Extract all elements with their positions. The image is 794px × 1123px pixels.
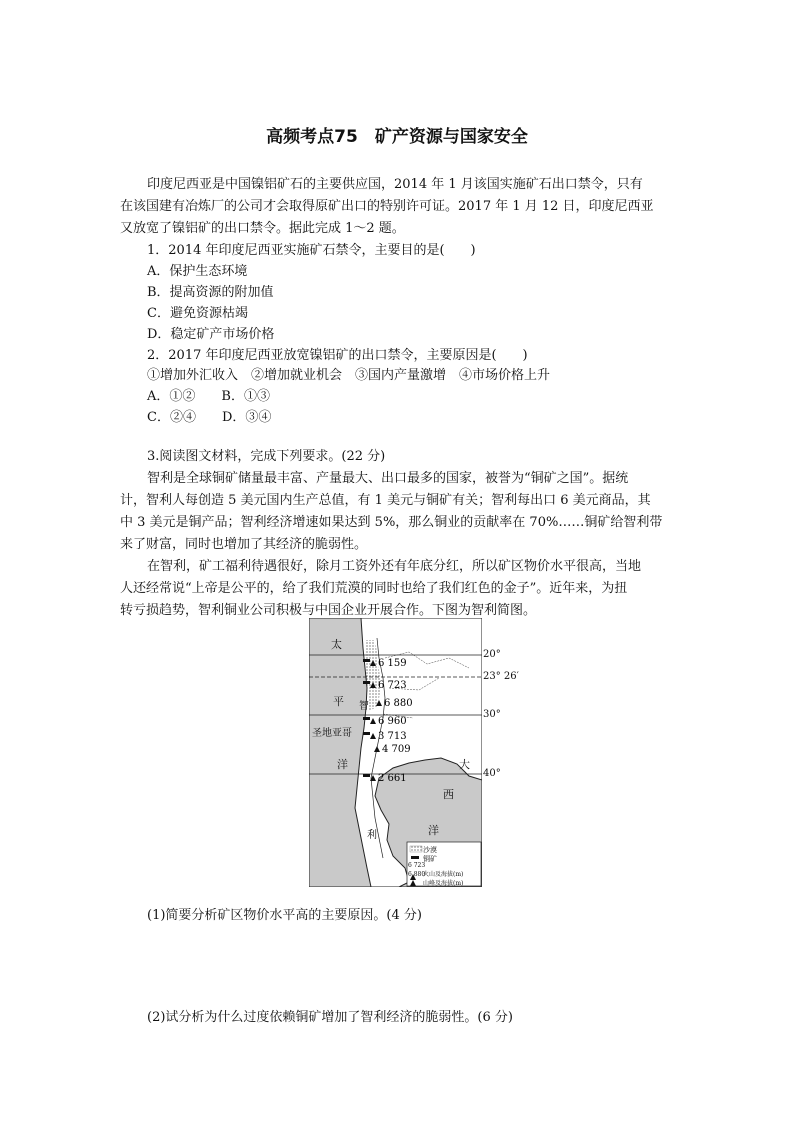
ocean-label-da: 大 [459, 758, 470, 771]
legend-desert-label: 沙漠 [423, 846, 437, 854]
q1-option-c: C．避免资源枯竭 [147, 306, 248, 321]
q1-option-d: D．稳定矿产市场价格 [147, 327, 275, 342]
intro-line-2: 在该国建有冶炼厂的公司才会取得原矿出口的特别许可证。2017 年 1 月 12 日，印度尼西亚 [120, 199, 654, 214]
peak-elevation-label: 6 880 [384, 698, 413, 709]
peak-elevation-label: 6 159 [378, 658, 407, 669]
ocean-label-yang-pacific: 洋 [337, 758, 348, 771]
peak-elevation-label: 6 723 [378, 680, 407, 691]
lat-label-40: 40° [483, 768, 501, 779]
q1-option-a: A．保护生态环境 [147, 264, 248, 279]
legend-volcano-label: 火山及海拔(m) [423, 871, 464, 878]
ocean-label-tai: 太 [331, 638, 342, 651]
lat-label-30: 30° [483, 709, 501, 720]
intro-line-1: 印度尼西亚是中国镍铝矿石的主要供应国，2014 年 1 月该国实施矿石出口禁令，只有 [147, 177, 643, 192]
chile-map [309, 618, 519, 887]
q2-options-row2: C．②④ D．③④ [147, 410, 272, 425]
intro-line-3: 又放宽了镍铝矿的出口禁令。据此完成 1～2 题。 [120, 221, 405, 236]
q3-para1-line2: 计，智利人每创造 5 美元国内生产总值，有 1 美元与铜矿有关；智利每出口 6 美元商品，其 [120, 493, 651, 508]
q2-options-row1: A．①② B．①③ [147, 389, 270, 404]
q3-para2-line1: 在智利，矿工福利待遇很好，除月工资外还有年底分红，所以矿区物价水平很高，当地 [147, 559, 642, 574]
copper-mine-marker [363, 732, 370, 735]
country-label-li: 利 [367, 830, 377, 841]
ocean-label-ping: 平 [333, 695, 344, 708]
copper-mine-marker [363, 681, 370, 684]
lat-label-20: 20° [483, 649, 501, 660]
legend-desert-swatch [410, 846, 422, 852]
legend-peak-label: 山峰及海拔(m) [423, 880, 464, 887]
peak-elevation-label: 4 709 [382, 744, 411, 755]
q2-stem: 2．2017 年印度尼西亚放宽镍铝矿的出口禁令，主要原因是( ) [147, 348, 528, 363]
peak-elevation-label: 2 661 [378, 773, 407, 784]
q3-para2-line2: 人还经常说“上帝是公平的，给了我们荒漠的同时也给了我们红色的金子”。近年来，为扭 [120, 581, 628, 596]
copper-mine-marker [363, 659, 370, 662]
page-title: 高频考点75 矿产资源与国家安全 [266, 127, 528, 147]
q1-stem: 1．2014 年印度尼西亚实施矿石禁令，主要目的是( ) [147, 243, 476, 258]
q3-sub2: (2)试分析为什么过度依赖铜矿增加了智利经济的脆弱性。(6 分) [147, 1010, 513, 1025]
peak-elevation-label: 3 713 [378, 731, 407, 742]
copper-mine-marker [363, 717, 370, 720]
copper-mine-marker [363, 774, 370, 777]
q3-para2-line3: 转亏损趋势，智利铜业公司积极与中国企业开展合作。下图为智利简图。 [120, 603, 537, 618]
q3-para1-line3: 中 3 美元是铜产品；智利经济增速如果达到 5%，那么铜业的贡献率在 70%……铜矿给智利带 [120, 515, 663, 530]
legend-copper-label: 铜矿 [423, 855, 437, 863]
q3-para1-line1: 智利是全球铜矿储量最丰富、产量最大、出口最多的国家，被誉为“铜矿之国”。据统 [147, 471, 629, 486]
city-label-santiago: 圣地亚哥 [312, 728, 352, 739]
q3-para1-line4: 来了财富，同时也增加了其经济的脆弱性。 [120, 537, 368, 552]
lat-label-23: 23° 26′ [483, 671, 519, 682]
ocean-label-yang-atlantic: 洋 [428, 824, 439, 837]
legend-volcano-value: 6 723 [408, 862, 426, 869]
ocean-label-xi: 西 [443, 788, 454, 801]
legend-peak-value: 6 880 [408, 871, 426, 878]
q2-items: ①增加外汇收入 ②增加就业机会 ③国内产量激增 ④市场价格上升 [147, 368, 551, 383]
country-label-zhi: 智 [359, 701, 369, 712]
q1-option-b: B．提高资源的附加值 [147, 285, 274, 300]
q3-sub1: (1)简要分析矿区物价水平高的主要原因。(4 分) [147, 908, 422, 923]
legend-copper-swatch [411, 856, 419, 859]
q3-stem: 3.阅读图文材料，完成下列要求。(22 分) [147, 449, 386, 464]
peak-elevation-label: 6 960 [378, 716, 407, 727]
